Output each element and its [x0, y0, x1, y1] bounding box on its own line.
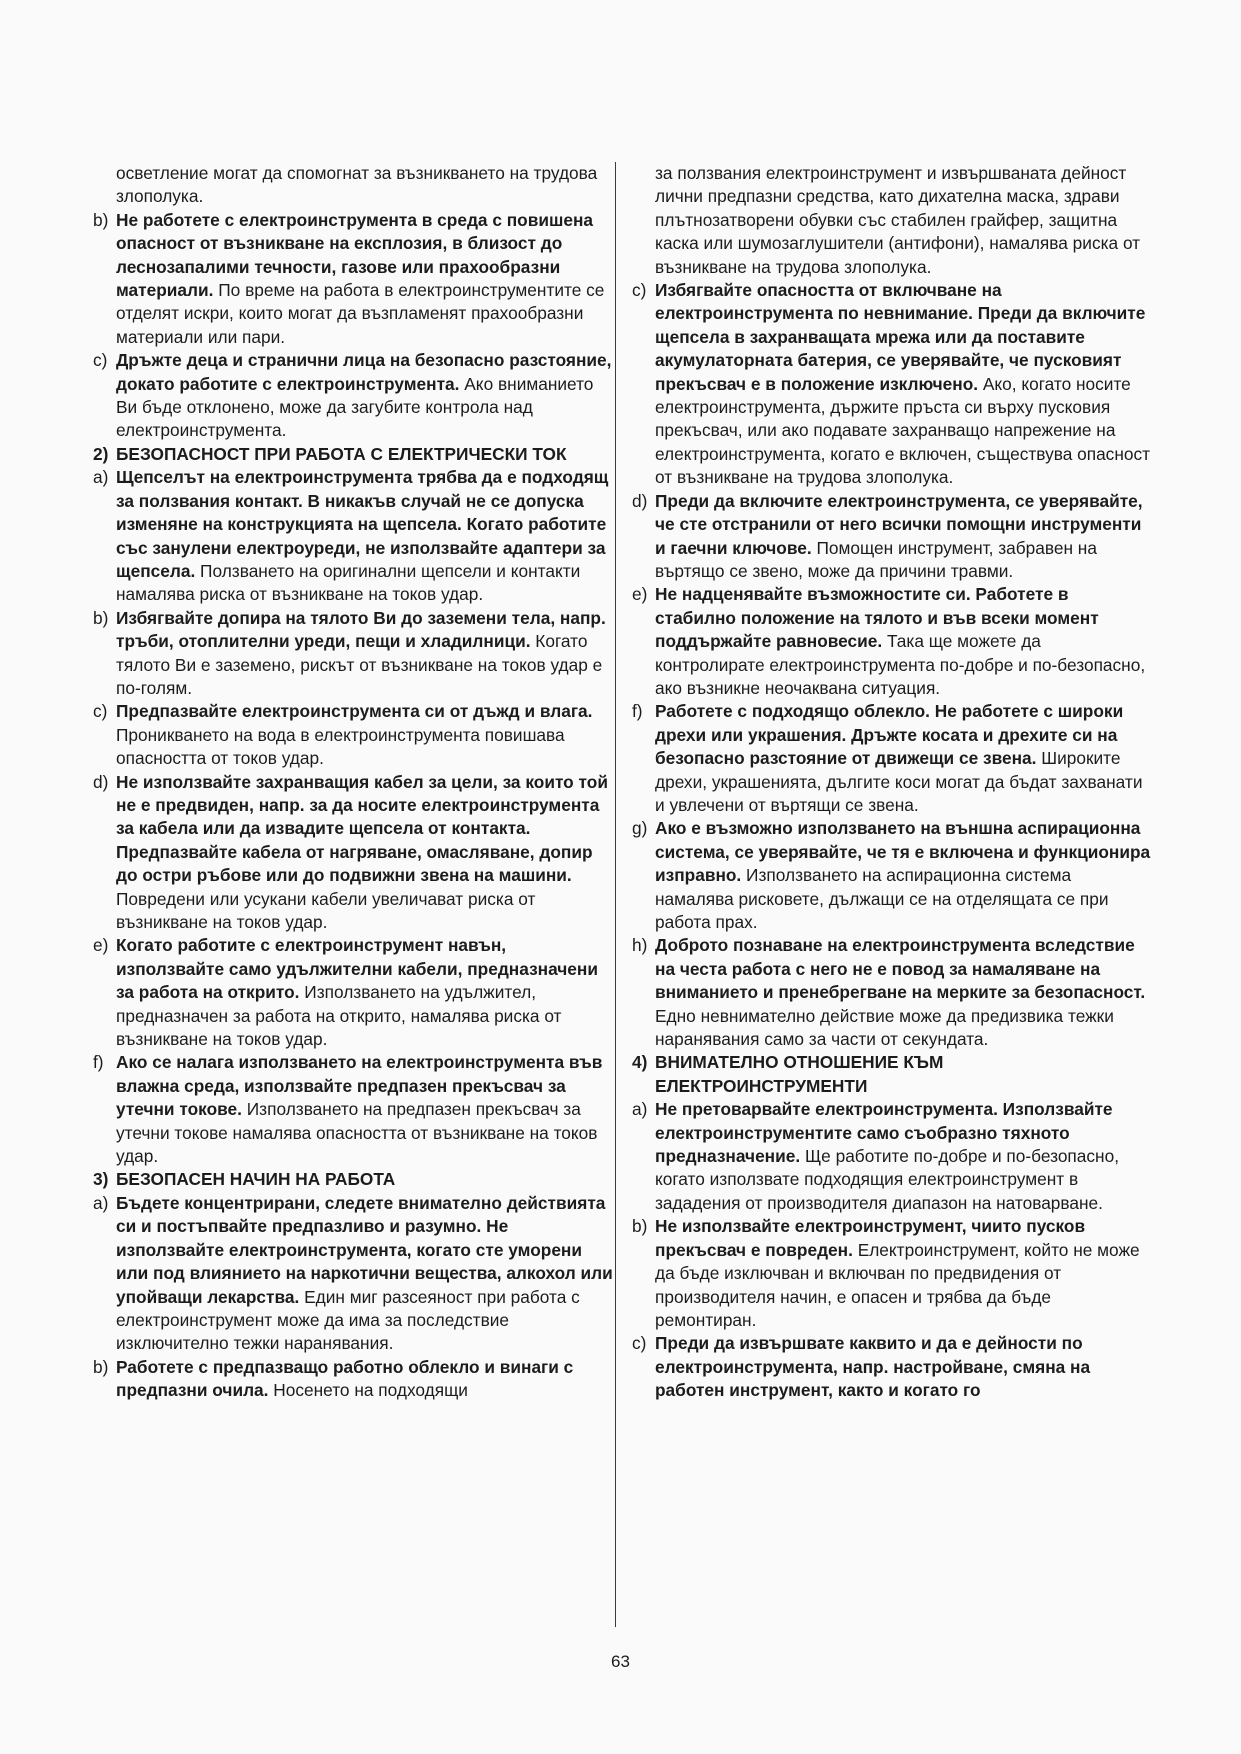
list-item-f-damp: f) Ако се налага използването на електроинструмента във влажна среда, използвайте предпазен прекъсвач за утечни токове. Използването на предпазен прекъсвач за утечни токове намалява опасността от възникване на токов удар. — [93, 1052, 603, 1167]
list-item-c-rain: c) Предпазвайте електроинструмента си от дъжд и влага. Проникването на вода в електроинструмента повишава опасността от токов удар. — [93, 701, 593, 769]
list-item-a-plug: a) Щепселът на електроинструмента трябва да е подходящ за ползвания контакт. В никакъв случай не се допуска изменяне на конструкцията на щепсела. Когато работите със занулени електроуреди, не използвайте адаптери за щепсела. Ползването на оригинални щепсели и контакти намалява риска от възникване на токов удар. — [93, 467, 609, 605]
list-item-h-familiarity: h) Доброто познаване на електроинструмента вследствие на честа работа с него не е повод за намаляване на вниманието и пренебрегване на мерките за безопасност. Едно невнимателно действие може да предизвика тежки наранявания само за части от секундата. — [632, 935, 1146, 1050]
list-item-b-grounded: b) Избягвайте допира на тялото Ви до заземени тела, напр. тръби, отоплителни уреди, пещи и хладилници. Когато тялото Ви е заземено, рискът от възникване на токов удар е по-голям. — [93, 607, 606, 698]
list-item-a-concentrate: a) Бъдете концентрирани, следете внимателно действията си и постъпвайте предпазливо и разумно. Не използвайте електроинструмента, когато сте уморени или под влиянието на наркотични вещества, алкохол или упойващи лекарства. Един миг разсеяност при работа с електроинструмент може да има за последствие изключително тежки наранявания. — [93, 1192, 613, 1354]
list-item-f-clothing: f) Работете с подходящо облекло. Не работете с широки дрехи или украшения. Дръжте косата и дрехите си на безопасно разстояние от движещи се звена. Широките дрехи, украшенията, дългите коси могат да бъдат захванати и увлечени от въртящи се звена. — [632, 701, 1143, 815]
continued-paragraph: за ползвания електроинструмент и извършваната дейност лични предпазни средства, като дихателна маска, здрави плътнозатворени обувки със стабилен грайфер, защитна каска или шумозаглушители (антифони), намалява риска от възникване на трудова злополука. — [655, 163, 1141, 277]
list-item-d-remove-tools: d) Преди да включите електроинструмента, се уверявайте, че сте отстранили от него всички помощни инструменти и гаечни ключове. Помощен инструмент, забравен на въртящо се звено, може да причини травми. — [632, 490, 1143, 581]
continued-paragraph: осветление могат да спомогнат за възникването на трудова злополука. — [116, 163, 598, 207]
section-heading-electrical: 2) БЕЗОПАСНОСТ ПРИ РАБОТА С ЕЛЕКТРИЧЕСКИ ТОК — [93, 443, 567, 464]
list-item-a-overload: a) Не претоварвайте електроинструмента. Използвайте електроинструментите само съобразно тяхното предназначение. Ще работите по-добре и по-безопасно, когато използвате подходящия електроинструмент в зададения от производителя диапазон на натоварване. — [632, 1099, 1119, 1213]
left-column — [93, 162, 613, 1403]
list-item-c-accidental-start: c) Избягвайте опасността от включване на електроинструмента по невнимание. Преди да включите щепсела в захранващата мрежа или да поставите акумулаторната батерия, се уверявайте, че пусковият прекъсвач е в положение изключено. Ако, когато носите електроинструмента, държите пръста си върху пусковия прекъсвач, или ако подавате захранващо напрежение на електроинструмента, когато е включен, съществува опасност от възникване на трудова злополука. — [632, 280, 1151, 488]
list-item-b-protective: b) Работете с предпазващо работно облекло и винаги с предпазни очила. Носенето на подходящи — [93, 1356, 574, 1401]
list-item-d-cable: d) Не използвайте захранващия кабел за цели, за които той не е предвиден, напр. за да носите електроинструмента за кабела или да извадите щепсела от контакта. Предпазвайте кабела от нагряване, омасляване, допир до остри ръбове или до подвижни звена на машини. Повредени или усукани кабели увеличават риска от възникване на токов удар. — [93, 771, 608, 932]
list-item-b-broken-switch: b) Не използвайте електроинструмент, чиито пусков прекъсвач е повреден. Електроинструмент, който не може да бъде изключван и включван по предвидения от производителя начин, е опасен и трябва да бъде ремонтиран. — [632, 1216, 1140, 1330]
section-heading-careful-handling: 4) ВНИМАТЕЛНО ОТНОШЕНИЕ КЪМ ЕЛЕКТРОИНСТРУМЕНТИ — [632, 1052, 944, 1096]
list-item-e-balance: e) Не надценявайте възможностите си. Работете в стабилно положение на тялото и във всеки момент поддържайте равновесие. Така ще можете да контролирате електроинструмента по-добре и по-безопасно, ако възникне неочаквана ситуация. — [632, 584, 1146, 698]
section-heading-safe-work: 3) БЕЗОПАСЕН НАЧИН НА РАБОТА — [93, 1169, 396, 1190]
list-item-g-dust-extraction: g) Ако е възможно използването на външна аспирационна система, се уверявайте, че тя е включена и функционира изправно. Използването на аспирационна система намалява рисковете, дължащи се на отделящата се при работа прах. — [632, 818, 1151, 932]
list-item-b-explosion: b) Не работете с електроинструмента в среда с повишена опасност от възникване на експлозия, в близост до леснозапалими течности, газове или прахообразни материали. По време на работа в електроинструментите се отделят искри, които могат да възпламенят прахообразни материали или пари. — [93, 209, 605, 347]
page-number: 63 — [611, 1652, 630, 1671]
column-divider — [615, 162, 616, 1627]
right-column — [632, 162, 1152, 1403]
list-item-e-outdoor: e) Когато работите с електроинструмент навън, използвайте само удължителни кабели, предназначени за работа на открито. Използването на удължител, предназначен за работа на открито, намалява риска от възникване на токов удар. — [93, 935, 598, 1050]
list-item-c-before-adjusting: c) Преди да извършвате каквито и да е дейности по електроинструмента, напр. настройване, смяна на работен инструмент, както и когато го — [632, 1333, 1091, 1401]
list-item-c-children: c) Дръжте деца и странични лица на безопасно разстояние, докато работите с електроинструмента. Ако вниманието Ви бъде отклонено, може да загубите контрола над електроинструмента. — [93, 350, 612, 441]
